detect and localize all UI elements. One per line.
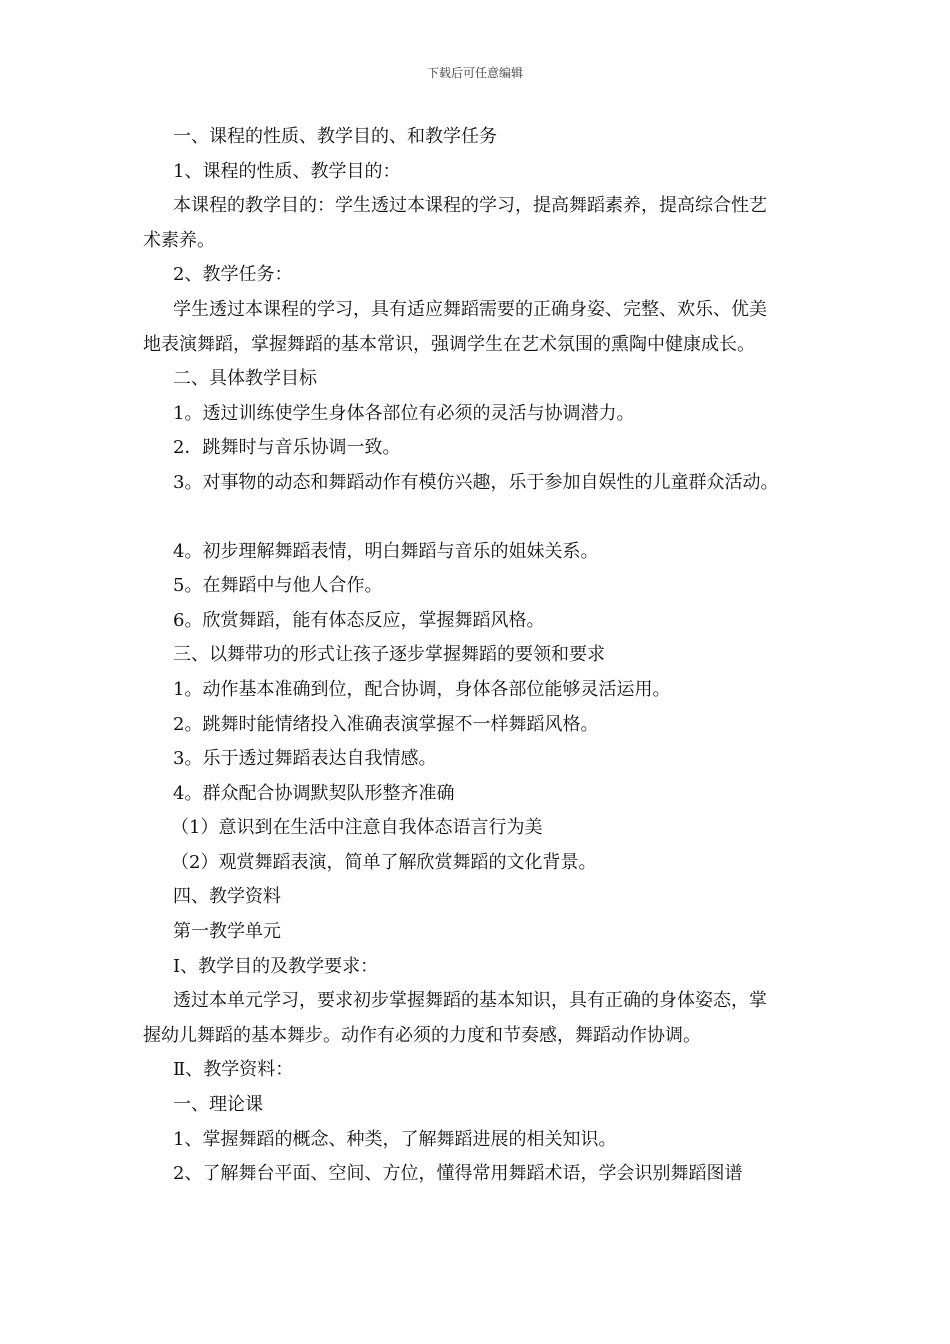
unit-heading: 第一教学单元 [173,921,281,943]
list-item: 2。跳舞时能情绪投入准确表演掌握不一样舞蹈风格。 [173,713,599,735]
section-heading-4: 四、教学资料 [173,886,281,908]
list-item: 3。对事物的动态和舞蹈动作有模仿兴趣，乐于参加自娱性的儿童群众活动。 [173,471,779,493]
list-item: 1。动作基本准确到位，配合协调，身体各部位能够灵活运用。 [173,678,671,700]
subheading-teaching-tasks: 2、教学任务： [173,264,293,286]
list-item: 6。欣赏舞蹈，能有体态反应，掌握舞蹈风格。 [173,609,545,631]
unit-subheading: Ⅱ、教学资料： [173,1059,294,1081]
subheading-course-nature: 1、课程的性质、教学目的： [173,160,401,182]
paragraph-line: 本课程的教学目的：学生透过本课程的学习，提高舞蹈素养，提高综合性艺 [173,195,767,217]
paragraph-line: 握幼儿舞蹈的基本舞步。动作有必须的力度和节奏感，舞蹈动作协调。 [143,1024,701,1046]
sub-list-item: （1）意识到在生活中注意自我体态语言行为美 [171,817,543,839]
unit-subheading: Ⅰ、教学目的及教学要求： [173,955,379,977]
list-item: 4。群众配合协调默契队形整齐准确 [173,782,455,804]
paragraph-line: 学生透过本课程的学习，具有适应舞蹈需要的正确身姿、完整、欢乐、优美 [173,298,767,320]
list-item: 1、掌握舞蹈的概念、种类，了解舞蹈进展的相关知识。 [173,1128,617,1150]
page-header-note: 下载后可任意编辑 [426,66,523,80]
paragraph-line: 透过本单元学习，要求初步掌握舞蹈的基本知识，具有正确的身体姿态，掌 [173,990,767,1012]
list-item: 3。乐于透过舞蹈表达自我情感。 [173,748,437,770]
list-item: 2．跳舞时与音乐协调一致。 [173,437,401,459]
list-item: 5。在舞蹈中与他人合作。 [173,575,383,597]
list-item: 1。透过训练使学生身体各部位有必须的灵活与协调潜力。 [173,402,635,424]
document-body [143,120,823,1192]
section-heading-3: 三、以舞带功的形式让孩子逐步掌握舞蹈的要领和要求 [173,644,605,666]
section-heading-2: 二、具体教学目标 [173,368,317,390]
subsection-heading: 一、理论课 [173,1094,263,1116]
section-heading-1: 一、课程的性质、教学目的、和教学任务 [173,126,497,147]
paragraph-line: 地表演舞蹈，掌握舞蹈的基本常识，强调学生在艺术氛围的熏陶中健康成长。 [143,333,755,355]
list-item: 2、了解舞台平面、空间、方位，懂得常用舞蹈术语，学会识别舞蹈图谱 [173,1163,743,1185]
blank-line [143,501,823,535]
paragraph-line: 术素养。 [143,229,215,251]
sub-list-item: （2）观赏舞蹈表演，简单了解欣赏舞蹈的文化背景。 [171,851,597,873]
list-item: 4。初步理解舞蹈表情，明白舞蹈与音乐的姐妹关系。 [173,540,599,562]
